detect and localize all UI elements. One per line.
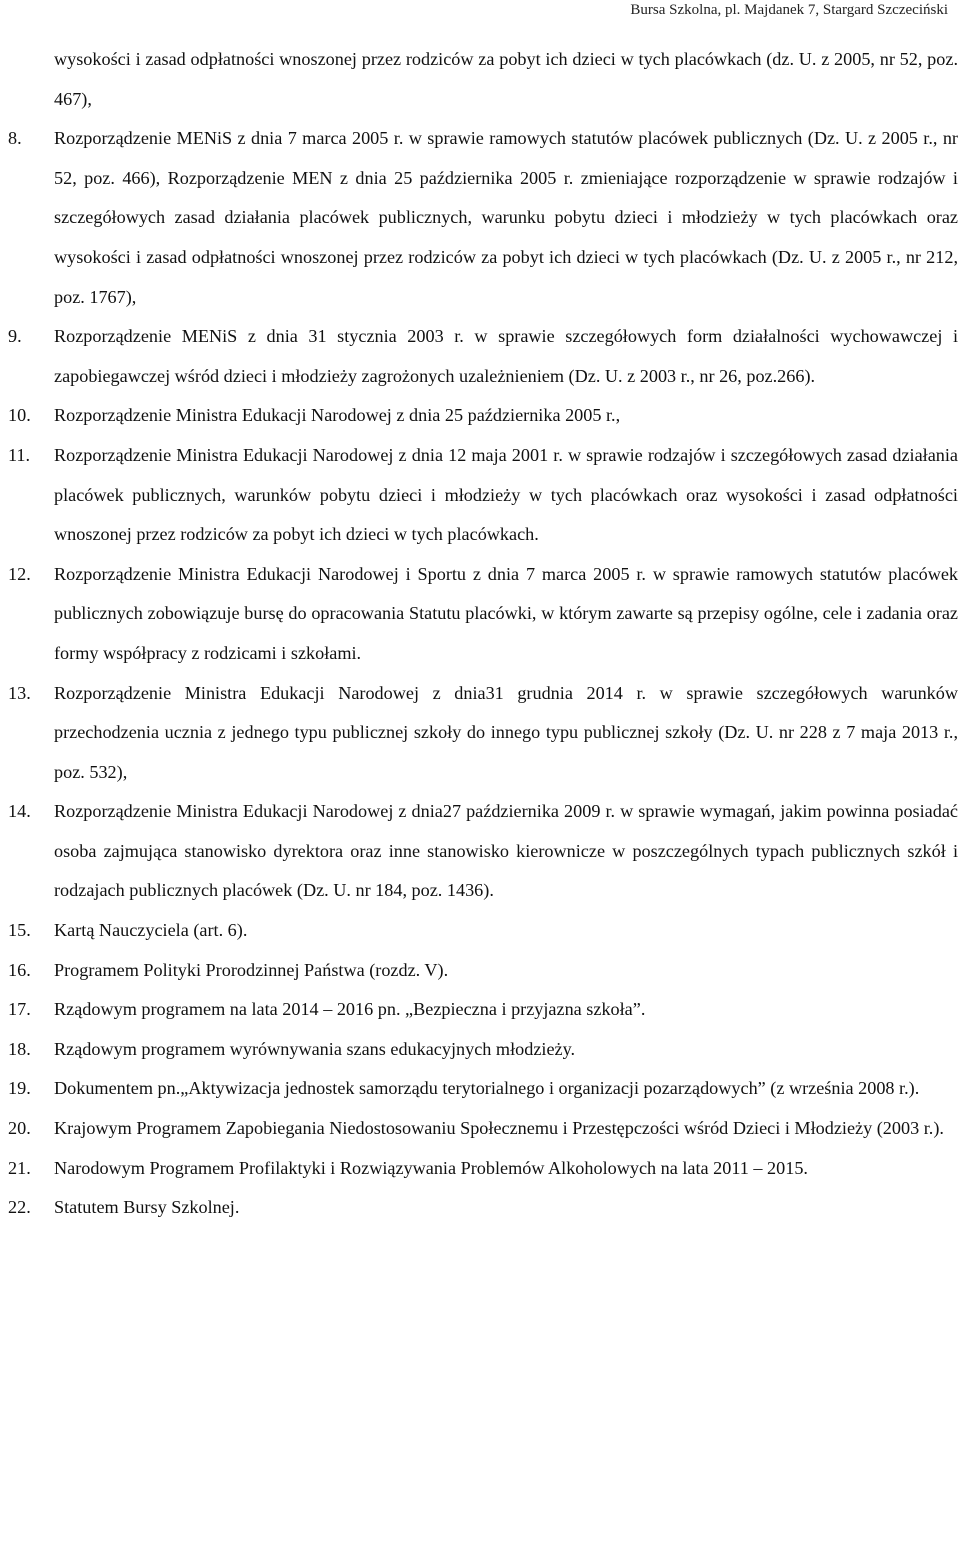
list-item-number: 15.	[8, 920, 31, 941]
list-item-number: 21.	[8, 1157, 31, 1178]
list-item-text: Programem Polityki Prorodzinnej Państwa (rozdz. V).	[54, 959, 449, 980]
list-item-number: 12.	[8, 563, 31, 584]
list-item-11	[8, 436, 958, 555]
list-item-number: 19.	[8, 1078, 31, 1099]
list-item-text: wysokości i zasad odpłatności wnoszonej przez rodziców za pobyt ich dzieci w tych placówkach (dz. U. z 2005, nr 52, poz. 467),	[54, 49, 958, 109]
list-item-text: Rozporządzenie Ministra Edukacji Narodowej i Sportu z dnia 7 marca 2005 r. w sprawie ramowych statutów placówek publicznych zobowiązuje bursę do opracowania Statutu placówki, w którym zawarte są przepisy ogólne, cele i zadania oraz formy współpracy z rodzicami i szkołami.	[54, 563, 958, 663]
list-item-number: 14.	[8, 801, 31, 822]
list-item-10	[8, 396, 958, 436]
list-item-9	[8, 317, 958, 396]
list-item-14	[8, 792, 958, 911]
list-item-21	[8, 1149, 958, 1189]
list-item-12	[8, 555, 958, 674]
list-item-text: Rozporządzenie Ministra Edukacji Narodowej z dnia31 grudnia 2014 r. w sprawie szczegółowych warunków przechodzenia ucznia z jednego typu publicznej szkoły do innego typu publicznej szkoły (Dz. U. nr 228 z 7 maja 2013 r., poz. 532),	[54, 682, 958, 782]
list-item-text: Rozporządzenie Ministra Edukacji Narodowej z dnia 25 października 2005 r.,	[54, 405, 621, 426]
list-item-8	[8, 119, 958, 317]
list-item-text: Kartą Nauczyciela (art. 6).	[54, 920, 248, 941]
document-body	[8, 40, 958, 1228]
list-item-text: Statutem Bursy Szkolnej.	[54, 1197, 240, 1218]
list-item-19	[8, 1069, 958, 1109]
list-item-number: 8.	[8, 128, 22, 149]
list-item-18	[8, 1030, 958, 1070]
list-item-number: 10.	[8, 405, 31, 426]
list-item-16	[8, 951, 958, 991]
list-item-number: 22.	[8, 1197, 31, 1218]
list-item-17	[8, 990, 958, 1030]
list-item-text: Narodowym Programem Profilaktyki i Rozwiązywania Problemów Alkoholowych na lata 2011 – 2015.	[54, 1157, 808, 1178]
list-item-text: Rządowym programem wyrównywania szans edukacyjnych młodzieży.	[54, 1038, 576, 1059]
page-header: Bursa Szkolna, pl. Majdanek 7, Stargard Szczeciński	[630, 2, 948, 18]
list-item-number: 18.	[8, 1038, 31, 1059]
list-item-number: 9.	[8, 326, 22, 347]
list-item-text: Rządowym programem na lata 2014 – 2016 pn. „Bezpieczna i przyjazna szkoła”.	[54, 999, 646, 1020]
list-item-number: 20.	[8, 1118, 31, 1139]
list-item-15	[8, 911, 958, 951]
list-item-22	[8, 1188, 958, 1228]
list-item-continuation	[8, 40, 958, 119]
list-item-number: 17.	[8, 999, 31, 1020]
list-item-text: Rozporządzenie MENiS z dnia 31 stycznia 2003 r. w sprawie szczegółowych form działalności wychowawczej i zapobiegawczej wśród dzieci i młodzieży zagrożonych uzależnieniem (Dz. U. z 2003 r., nr 26, poz.266).	[54, 326, 958, 386]
list-item-number: 13.	[8, 682, 31, 703]
list-item-13	[8, 674, 958, 793]
list-item-text: Rozporządzenie Ministra Edukacji Narodowej z dnia 12 maja 2001 r. w sprawie rodzajów i szczegółowych zasad działania placówek publicznych, warunków pobytu dzieci i młodzieży w tych placówkach oraz wysokości i zasad odpłatności wnoszonej przez rodziców za pobyt ich dzieci w tych placówkach.	[54, 444, 958, 545]
list-item-number: 16.	[8, 959, 31, 980]
list-item-text: Krajowym Programem Zapobiegania Niedostosowaniu Społecznemu i Przestępczości wśród Dzieci i Młodzieży (2003 r.).	[54, 1118, 944, 1139]
list-item-text: Rozporządzenie Ministra Edukacji Narodowej z dnia27 października 2009 r. w sprawie wymagań, jakim powinna posiadać osoba zajmująca stanowisko dyrektora oraz inne stanowisko kierownicze w poszczególnych typach publicznych szkół i rodzajach publicznych placówek (Dz. U. nr 184, poz. 1436).	[54, 801, 958, 901]
list-item-text: Dokumentem pn.„Aktywizacja jednostek samorządu terytorialnego i organizacji pozarządowych” (z września 2008 r.).	[54, 1078, 920, 1099]
list-item-number: 11.	[8, 444, 31, 465]
list-item-text: Rozporządzenie MENiS z dnia 7 marca 2005 r. w sprawie ramowych statutów placówek publicznych (Dz. U. z 2005 r., nr 52, poz. 466), Rozporządzenie MEN z dnia 25 października 2005 r. zmieniające rozporządzenie w sprawie rodzajów i szczegółowych zasad działania placówek publicznych, warunku pobytu dzieci i młodzieży w tych placówkach oraz wysokości i zasad odpłatności wnoszonej przez rodziców za pobyt ich dzieci w tych placówkach (Dz. U. z 2005 r., nr 212, poz. 1767),	[54, 128, 958, 307]
list-item-20	[8, 1109, 958, 1149]
